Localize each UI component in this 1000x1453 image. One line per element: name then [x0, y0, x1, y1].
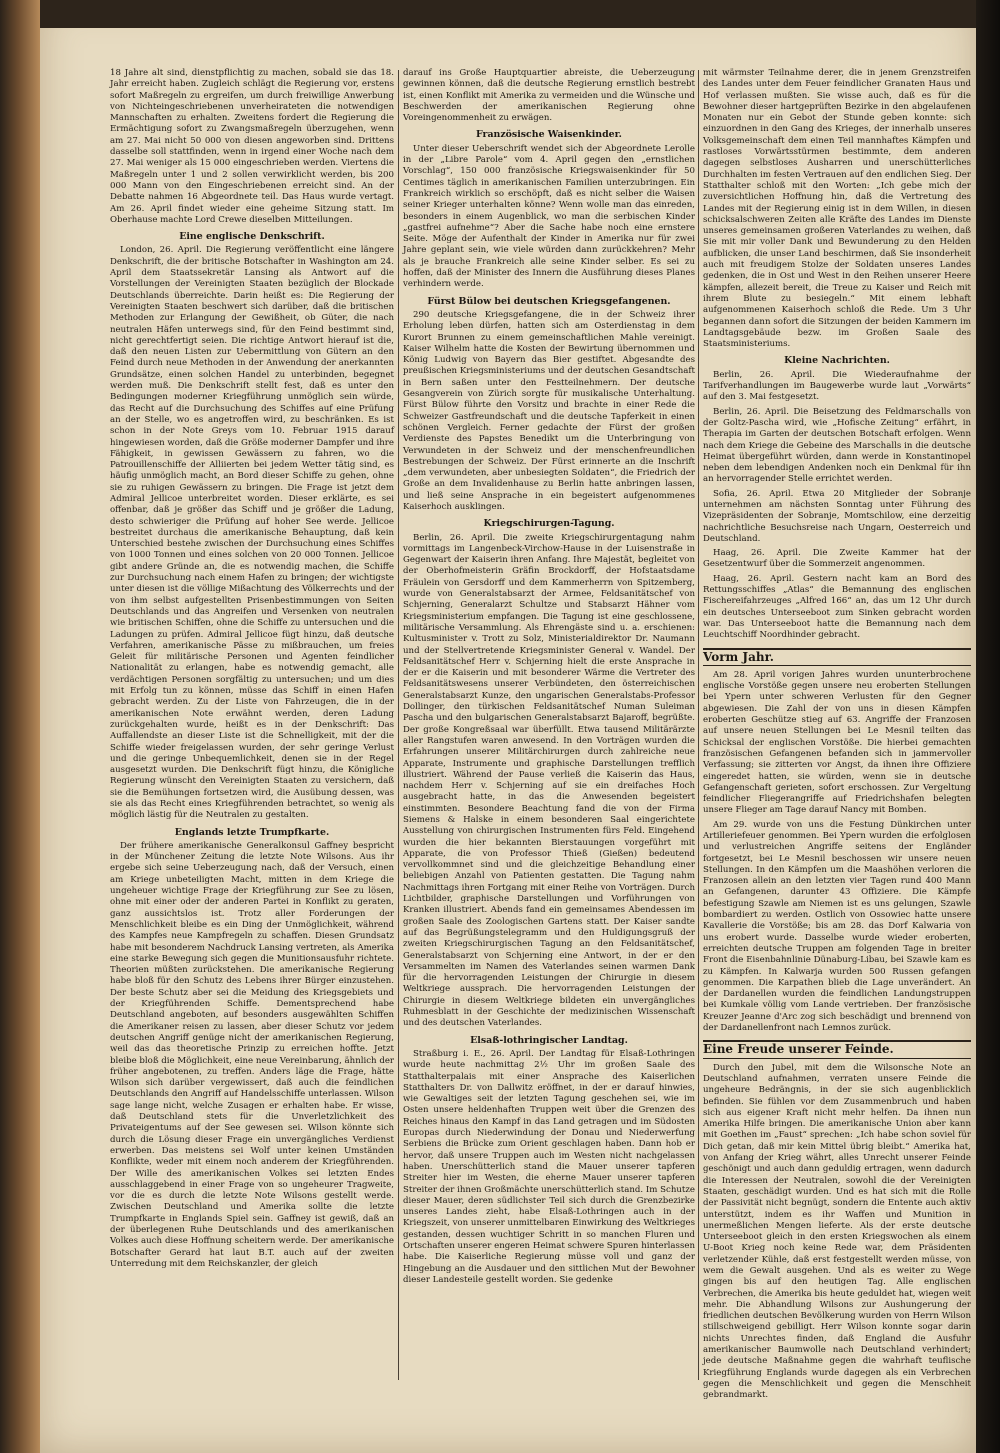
column-rule-1: [398, 70, 399, 1380]
paragraph: Durch den Jubel, mit dem die Wilsonsche Note an Deutschland aufnahmen, verraten unsere Feinde die ungeheure Bedrängnis, in der sie sich augenblicklich befinden. Sie fühlen vor dem Zusammenbruch und haben sich aus eigener Kraft nicht mehr helfen. Da ihnen nun Amerika Hilfe bringen. Die amerikanische Union aber kann mit Goethen im „Faust“ sprechen: „Ich habe schon soviel für Dich getan, daß mir kein Mittel übrig bleibt.“ Amerika hat, von Anfang der Krieg währt, alles Unrecht unserer Feinde geschönigt und auch dann geduldig ertragen, wenn dadurch die Interessen der Neutralen, sowohl die der Vereinigten Staaten, geschädigt wurden. Und es hat sich mit die Rolle der Passivität nicht begnügt, sondern die Entente auch aktiv unterstützt, indem es ihr Waffen und Munition in unermeßlichen Mengen lieferte. Als der erste deutsche Unterseeboot gleich in den ersten Kriegswochen als einem U-Boot Krieg noch keine Rede war, dem Präsidenten verletzender Kühle, daß erst festgestellt werden müsse, von wem die Gewalt ausgehen. Und als es weiter zu Wege gingen bis auf den heutigen Tag. Alle englischen Verbrechen, die Amerika bis heute geduldet hat, wiegen weit mehr. Die Abhandlung Wilsons zur Aushungerung der friedlichen deutschen Bevölkerung wurden von Herrn Wilson stillschweigend gebilligt. Herr Wilson konnte sogar darin nichts Unrechtes finden, daß England die Ausfuhr amerikanischer Baumwolle nach Deutschland verhindert; jede deutsche Maßnahme gegen die wahrhaft teuflische Kriegführung Englands wurde dagegen als ein Verbrechen gegen die Menschlichkeit und gegen die Menschheit gebrandmarkt.: [703, 1062, 971, 1401]
article-heading: Französische Waisenkinder.: [476, 129, 622, 141]
binding-edge-right: [976, 0, 1000, 1453]
section-heading: Vorm Jahr.: [703, 648, 971, 666]
column-1: [110, 68, 394, 1388]
paragraph: Berlin, 26. April. Die Beisetzung des Feldmarschalls von der Goltz-Pascha wird, wie „Hofische Zeitung“ erfährt, in Therapia im Garten der deutschen Botschaft erfolgen. Wenn nach dem Kriege die Gebeine des Marschalls in die deutsche Heimat übergeführt würden, dann werde in Konstantinopel neben dem lebendigen Andenken noch ein Denkmal für ihn an hervorragender Stelle errichtet werden.: [703, 406, 971, 485]
column-2: [403, 68, 695, 1388]
paragraph: darauf ins Große Hauptquartier abreiste, die Ueberzeugung gewinnen können, daß die deutsche Regierung ernstlich bestrebt ist, einen Konflikt mit Amerika zu vermeiden und die Wünsche und Beschwerden der amerikanischen Regierung ohne Voreingenommenheit zu erwägen.: [403, 68, 695, 124]
paragraph: Berlin, 26. April. Die Wiederaufnahme der Tarifverhandlungen im Baugewerbe wurde laut „Vorwärts“ auf den 3. Mai festgesetzt.: [703, 369, 971, 403]
paragraph: Unter dieser Ueberschrift wendet sich der Abgeordnete Lerolle in der „Libre Parole“ vom 4. April gegen den „ernstlichen Vorschlag“, 150 000 französische Kriegswaisenkinder für 50 Centimes täglich in amerikanischen Familien unterzubringen. Ein Frankreich wirklich so erschöpft, daß es nicht selber die Waisen seiner Krieger unterhalten könne? Wenn wolle man das einreden, besonders in einem Augenblick, wo man die serbischen Kinder „gastfrei aufnehme“? Aber die Sache habe noch eine ernstere Seite. Möge der Aufenthalt der Kinder in Amerika nur für zwei Jahre geplant sein, wie viele würden dann zurückkehren? Mehr als je brauche Frankreich alle seine Kinder selber. Es sei zu hoffen, daß der Minister des Innern die Ausführung dieses Planes verhindern werde.: [403, 143, 695, 290]
paragraph: 290 deutsche Kriegsgefangene, die in der Schweiz ihrer Erholung leben dürfen, hatten sich am Osterdienstag in dem Kurort Brunnen zu einem gemeinschaftlichen Mahle vereinigt. Kaiser Wilhelm hatte die Kosten der Bewirtung übernommen und König Ludwig von Bayern das Bier gestiftet. Abgesandte des preußischen Kriegsministeriums und der deutschen Gesandtschaft in Bern saßen unter den Festteilnehmern. Der deutsche Gesangverein von Zürich sorgte für musikalische Unterhaltung. Fürst Bülow führte den Vorsitz und brachte in einer Rede die Schweizer Gastfreundschaft und die deutsche Tapferkeit in einen schönen Vergleich. Ferner gedachte der Fürst der großen Verdienste des Papstes Benedikt um die Unterbringung von Verwundeten in der Schweiz und der menschenfreundlichen Bestrebungen der Schweiz. Der Fürst erinnerte an die Inschrift „dem verwundeten, aber unbesiegten Soldaten“, die Friedrich der Große an dem Invalidenhause zu Berlin hatte anbringen lassen, und ließ seine Ansprache in ein begeistert aufgenommenes Kaiserhoch ausklingen.: [403, 309, 695, 512]
article-heading: Eine englische Denkschrift.: [179, 231, 325, 243]
paragraph: Am 28. April vorigen Jahres wurden ununterbrochene englische Vorstöße gegen unsere neu eroberten Stellungen bei Ypern unter schweren Verlusten für den Gegner abgewiesen. Die Zahl der von uns in diesen Kämpfen eroberten Geschütze stieg auf 63. Angriffe der Franzosen auf unsere neuen Stellungen bei Le Mesnil teilten das Schicksal der englischen Vorstöße. Die hierbei gemachten französischen Gefangenen befanden sich in jammervoller Verfassung; sie zitterten vor Angst, da ihnen ihre Offiziere eingeredet hatten, sie würden, wenn sie in deutsche Gefangenschaft gerieten, sofort erschossen. Zur Vergeltung feindlicher Fliegerangriffe auf Friedrichshafen belegten unsere Flieger am Tage darauf Nancy mit Bomben.: [703, 669, 971, 816]
paragraph: Sofia, 26. April. Etwa 20 Mitglieder der Sobranje unternehmen am nächsten Sonntag unter Führung des Vizepräsidenten der Sobranje, Momtschilow, eine derzeitig nachrichtliche Besuchsreise nach Ungarn, Oesterreich und Deutschland.: [703, 488, 971, 544]
section-heading: Eine Freude unserer Feinde.: [703, 1040, 971, 1058]
binding-edge-left: [0, 0, 40, 1453]
column-rule-2: [698, 70, 699, 1380]
top-shadow-strip: [40, 0, 976, 28]
paragraph: Berlin, 26. April. Die zweite Kriegschirurgentagung nahm vormittags im Langenbeck-Virchow-Hause in der Luisenstraße in Gegenwart der Kaiserin ihren Anfang. Ihre Majestät, begleitet von der Oberhofmeisterin Gräfin Brockdorff, der Hofstaatsdame Fräulein von Gersdorff und dem Kammerherrn von Spitzemberg, wurde von Generalstabsarzt der Armee, Feldsanitätschef von Schjerning, Generalarzt Schultze und Stabsarzt Hähner vom Kriegsministerium empfangen. Die Tagung ist eine geschlossene, militärische Versammlung. Als Ehrengäste sind u. a. erschienen: Kultusminister v. Trott zu Solz, Ministerialdirektor Dr. Naumann und der Stellvertretende Kriegsminister General v. Wandel. Der Feldsanitätschef Herr v. Schjerning hielt die erste Ansprache in der er die Kaiserin und mit besonderer Wärme die Vertreter des Feldsanitätswesens unserer Verbündeten, den österreichischen Generalstabsarzt Kunze, den ungarischen Generalstabs-Professor Dollinger, den türkischen Feldsanitätschef Numan Suleiman Pascha und den bulgarischen Generalstabsarzt Bajaroff, begrüßte. Der große Kongreßsaal war überfüllt. Etwa tausend Militärärzte aller Rangstufen waren anwesend. In den Vorträgen wurden die Erfahrungen unserer Militärchirurgen durch zahlreiche neue Apparate, Instrumente und graphische Darstellungen trefflich illustriert. Während der Pause verließ die Kaiserin das Haus, nachdem Herr v. Schjerning auf sie ein dreifaches Hoch ausgebracht hatte, in das die Anwesenden begeistert einstimmten. Besondere Beachtung fand die von der Firma Siemens & Halske in einem besonderen Saal eingerichtete Ausstellung von chirurgischen Instrumenten fürs Feld. Eingehend wurden die hier bekannten Bierstauungen vorgeführt mit Apparate, die von Professor Thieß (Gießen) bedeutend vervollkommnet sind und die gleichzeitige Behandlung einer beliebigen Anzahl von Patienten gestatten. Die Tagung nahm Nachmittags ihren Fortgang mit einer Reihe von Vorträgen. Durch Lichtbilder, graphische Darstellungen und Vorführungen von Kranken illustriert. Abends fand ein gemeinsames Abendessen im großen Saale des Zoologischen Gartens statt. Der Kaiser sandte auf das Begrüßungstelegramm und den Huldigungsgruß der zweiten Kriegschirurgischen Tagung an den Feldsanitätschef, Generalstabsarzt von Schjerning eine Antwort, in der er den Versammelten im Namen des Vaterlandes seinen warmen Dank für die hervorragenden Leistungen der Chirurgie in diesem Weltkriege aussprach. Die hervorragenden Leistungen der Chirurgie in diesem Weltkriege bildeten ein unvergängliches Ruhmesblatt in der Geschichte der medizinischen Wissenschaft und des deutschen Vaterlandes.: [403, 532, 695, 1029]
column-3: [703, 68, 971, 1401]
paragraph: Der frühere amerikanische Generalkonsul Gaffney bespricht in der Münchener Zeitung die letzte Note Wilsons. Aus ihr ergebe sich seine Ueberzeugung nach, daß der Versuch, einen am Kriege unbeteiligten Macht, mitten in dem Kriege die ungeheuer wichtige Frage der Kriegführung zur See zu lösen, ohne mit einer oder der anderen Partei in Konflikt zu geraten, ganz aussichtslos ist. Trotz aller Forderungen der Menschlichkeit bleibe es ein Ding der Unmöglichkeit, während des Kampfes neue Kampfregeln zu schaffen. Diesen Grundsatz habe mit besonderem Nachdruck Lansing vertreten, als Amerika eine starke Bewegung sich gegen die Munitionsausfuhr richtete. Theorien müßten zurückstehen. Die amerikanische Regierung habe bloß für den Schutz des Lebens ihrer Bürger einzustehen. Der beste Schutz aber sei die Meidung des Kriegsgebiets und der Kriegführenden Schiffe. Dementsprechend habe Deutschland angeboten, auf besonders ausgewählten Schiffen die Amerikaner reisen zu lassen, aber dieser Schutz vor jedem deutschen Angriff genüge nicht der amerikanischen Regierung, weil das das theoretische Prinzip zu erreichen hoffte. Jetzt bleibe bloß die Möglichkeit, eine neue Vereinbarung, ähnlich der früher angebotenen, zu treffen. Anders läge die Frage, hätte Wilson sich darüber vergewissert, daß auch die feindlichen Deutschlands den Angriff auf Handelsschiffe unterlassen. Wilson sage lange nicht, welche Zusagen er erhalten habe. Er wisse, daß Deutschland stets für die Unverletzlichkeit des Privateigentums auf der See gewesen sei. Wilson könnte sich durch die Lösung dieser Frage ein unvergängliches Verdienst erwerben. Das meistens sei Wolf unter keinen Umständen Konflikte, weder mit einem noch anderem der Kriegführenden. Der Wille des amerikanischen Volkes sei letzten Endes ausschlaggebend in einer Frage von so ungeheurer Tragweite, vor die es durch die letzte Note Wilsons gestellt werde. Zwischen Deutschland und Amerika sollte die letzte Trumpfkarte in Englands Spiel sein. Gaffney ist gewiß, daß an der überlegenen Ruhe Deutschlands und des amerikanischen Volkes auch diese Hoffnung scheitern werde. Der amerikanische Botschafter Gerard hat laut B.T. auch auf der zweiten Unterredung mit dem Reichskanzler, der gleich: [110, 840, 395, 1269]
paragraph: Am 29. wurde von uns die Festung Dünkirchen unter Artilleriefeuer genommen. Bei Ypern wurden die erfolglosen und verlustreichen Angriffe seitens der Engländer fortgesetzt, bei Le Mesnil beschossen wir unsere neuen Stellungen. In den Kämpfen um die Maashöhen verloren die Franzosen allein an den letzten vier Tagen rund 400 Mann an Gefangenen, darunter 43 Offiziere. Die Kämpfe befestigung Szawle am Niemen ist es uns gelungen, Szawle bombardiert zu werden. Ostlich von Ossowiec hatte unsere Kavallerie die Vorstöße; bis am 28. das Dorf Kalwaria von uns erobert wurde. Dasselbe wurde wieder eroberten, erreichten deutsche Truppen am folgenden Tage in breiter Front die Eisenbahnlinie Dünaburg-Libau, bei Szawle kam es zu Kämpfen. In Kalwarja wurden 500 Russen gefangen genommen. Die Karpathen blieb die Lage unverändert. An der Dardanellen wurden die feindlichen Landungstruppen bei Kumkale völlig vom Lande vertrieben. Der französische Kreuzer Jeanne d'Arc zog sich beschädigt und brennend von der Dardanellenfront nach Lemnos zurück.: [703, 819, 971, 1034]
paragraph: 18 Jahre alt sind, dienstpflichtig zu machen, sobald sie das 18. Jahr erreicht haben. Zugleich schlägt die Regierung vor, erstens sofort Maßregeln zu ergreifen, um durch freiwillige Anwerbung von Nichteingeschriebenen unverheirateten die notwendigen Mannschaften zu erhalten. Zweitens fordert die Regierung die Ermächtigung sofort zu Zwangsmaßregeln überzugehen, wenn am 27. Mai nicht 50 000 von diesen angeworben sind. Drittens dasselbe soll stattfinden, wenn in irgend einer Woche nach dem 27. Mai weniger als 15 000 eingeschrieben werden. Viertens die Maßregeln unter 1 und 2 sollen verwirklicht werden, bis 200 000 Mann von den Eingeschriebenen erreicht sind. An der Debatte nahmen 16 Abgeordnete teil. Das Haus wurde vertagt. Am 26. April findet wieder eine geheime Sitzung statt. Im Oberhause machte Lord Crewe dieselben Mitteilungen.: [110, 68, 394, 225]
paragraph: mit wärmster Teilnahme derer, die in jenem Grenzstreifen des Landes unter dem Feuer feindlicher Granaten Haus und Hof verlassen mußten. Sie wisse auch, daß es für die Bewohner dieser hartgeprüften Bezirke in den abgelaufenen Monaten nur ein Gebot der Stunde geben konnte: sich einzuordnen in den Gang des Krieges, der innerhalb unseres Volksgemeinschaft dem einen Teil mannhaftes Kämpfen und rastloses Vorwärtsstürmen bestimmte, dem anderen dagegen selbstloses Ausharren und unerschütterliches Durchhalten im festen Vertrauen auf den endlichen Sieg. Der Statthalter schloß mit den Worten: „Ich gebe mich der zuversichtlichen Hoffnung hin, daß die Vertretung des Landes mit der Regierung einig ist in dem Willen, in diesen schicksalschweren Zeiten alle Kräfte des Landes im Dienste unseres gemeinsamen großeren Vaterlandes zu weihen, daß Sie mit mir voller Dank und Bewunderung zu den Helden aufblicken, die unser Land beschirmen, daß Sie insonderheit auch mit freudigem Stolze der Soldaten unseres Landes gedenken, die in Ost und West in den Reihen unserer Heere kämpfen, allezeit bereit, die Treue zu Kaiser und Reich mit ihrem Blute zu besiegeln.“ Mit einem lebhaft aufgenommenen Kaiserhoch schloß die Rede. Um 3 Uhr begannen dann sofort die Sitzungen der beiden Kammern im Landtagsgebäude bezw. im Großen Saale des Staatsministeriums.: [703, 68, 971, 350]
paragraph: London, 26. April. Die Regierung veröffentlicht eine längere Denkschrift, die der britische Botschafter in Washington am 24. April dem Staatssekretär Lansing als Antwort auf die Vorstellungen der Vereinigten Staaten bezüglich der Blockade Deutschlands überreichte. Darin heißt es: Die Regierung der Vereinigten Staaten beschwert sich darüber, daß die britischen Methoden zur Erlangung der Gewißheit, ob Güter, die nach neutralen Häfen unterwegs sind, für den Feind bestimmt sind, nicht gerechtfertigt seien. Die richtige Antwort hierauf ist die, daß den neuen Listen zur Uebermittlung von Gütern an den Feind durch neue Methoden in der Anwendung der anerkannten Grundsätze, einen solchen Handel zu unterbinden, begegnet werden muß. Die Denkschrift stellt fest, daß es unter den Bedingungen moderner Kriegführung unmöglich sein würde, das Recht auf die Durchsuchung des Schiffes auf eine Prüfung an der Stelle, wo es angetroffen wird, zu beschränken. Es ist schon in der Note Greys vom 10. Februar 1915 darauf hingewiesen worden, daß die Größe moderner Dampfer und ihre Fähigkeit, in gewissen Gewässern zu fahren, wo die Patrouillenschiffe der Alliierten bei jedem Wetter tätig sind, es häufig unmöglich macht, an Bord dieser Schiffe zu gehen, ohne sie zu ruhigen Gewässern zu bringen. Die Frage ist jetzt dem Admiral Jellicoe unterbreitet worden. Dieser erklärte, es sei offenbar, daß je größer das Schiff und je größer die Ladung, desto schwieriger die Prüfung auf hoher See werde. Jellicoe bestreitet durchaus die amerikanische Behauptung, daß kein Unterschied bestehe zwischen der Durchsuchung eines Schiffes von 1000 Tonnen und eines solchen von 20 000 Tonnen. Jellicoe gibt andere Gründe an, die es notwendig machen, die Schiffe zur Durchsuchung nach einem Hafen zu bringen; der wichtigste unter diesen ist die völlige Mißachtung des Völkerrechts und der von ihm selbst aufgestellten Prisenbestimmungen von Seiten Deutschlands und das Angreifen und Versenken von neutralen wie britischen Schiffen, ohne die Schiffe zu untersuchen und die Ladungen zu prüfen. Admiral Jellicoe fügt hinzu, daß deutsche Verfahren, amerikanische Pässe zu mißbrauchen, um freies Geleit für militärische Personen und Agenten feindlicher Nationalität zu erlangen, habe es notwendig gemacht, alle verdächtigen Personen sorgfältig zu untersuchen; und um dies mit Erfolg tun zu können, müsse das Schiff in einen Hafen gebracht werden. Zu der Liste von Fahrzeugen, die in der amerikanischen Note erwähnt werden, deren Ladung zurückgehalten wurde, heißt es in der Denkschrift: Das Auffallendste an dieser Liste ist die Schnelligkeit, mit der die Schiffe wieder freigelassen wurden, der sehr geringe Verlust und die geringe Unbequemlichkeit, denen sie in der Regel ausgesetzt wurden. Die Denkschrift fügt hinzu, die Königliche Regierung wünscht den Vereinigten Staaten zu versichern, daß sie die Bemühungen fortsetzen wird, die Ausübung dessen, was sie als das Recht eines Kriegführenden betrachtet, so wenig als möglich lästig für die Neutralen zu gestalten.: [110, 245, 394, 821]
article-heading: Elsaß-lothringischer Landtag.: [470, 1034, 628, 1046]
article-heading: Kriegschirurgen-Tagung.: [483, 518, 615, 530]
paragraph: Haag, 26. April. Gestern nacht kam an Bord des Rettungsschiffes „Atlas“ die Bemannung des englischen Fischereifahrzeuges „Alfred 166“ an, das um 12 Uhr durch ein deutsches Unterseeboot zum Sinken gebracht worden war. Das Unterseeboot hatte die Bemannung nach dem Leuchtschiff Noordhinder gebracht.: [703, 573, 971, 641]
article-heading: Kleine Nachrichten.: [784, 355, 890, 367]
article-heading: Fürst Bülow bei deutschen Kriegsgefangenen.: [427, 295, 671, 307]
paragraph: Haag, 26. April. Die Zweite Kammer hat der Gesetzentwurf über die Sommerzeit angenommen.: [703, 548, 971, 570]
article-heading: Englands letzte Trumpfkarte.: [174, 826, 330, 838]
paragraph: Straßburg i. E., 26. April. Der Landtag für Elsaß-Lothringen wurde heute nachmittag 2½ Uhr im großen Saale des Statthalterpalais mit einer Ansprache des Kaiserlichen Statthalters Dr. von Dallwitz eröffnet, in der er darauf hinwies, wie Gewaltiges seit der letzten Tagung geschehen sei, wie im Osten unsere heldenhaften Truppen weit über die Grenzen des Reiches hinaus den Kampf in das Land getragen und im Südosten Europas durch Niederwindung der Donau und Niederwerfung Serbiens die Brücke zum Orient geschlagen haben. Dann hob er hervor, daß unsere Truppen auch im Westen nicht nachgelassen haben. Unerschütterlich stand die Mauer unserer tapferen Streiter hier im Westen, die eherne Mauer unserer tapferen Streiter der ihnen Großmächte unerschütterlich stand. Im Schutze dieser Mauer, deren südlichster Teil sich durch die Grenzbezirke unseres Landes zieht, habe Elsaß-Lothringen auch in der Kriegszeit, von unserer unmittelbaren Einwirkung des Weltkrieges gestanden, dessen wuchtiger Schritt in so manchen Fluren und Ortschaften unserer engeren Heimat schwere Spuren hinterlassen habe. Die Kaiserliche Regierung müsse voll und ganz der Hingebung an die Ausdauer und den sittlichen Mut der Bewohner dieser Landesteile gestellt worden. Sie gedenke: [403, 1048, 695, 1285]
